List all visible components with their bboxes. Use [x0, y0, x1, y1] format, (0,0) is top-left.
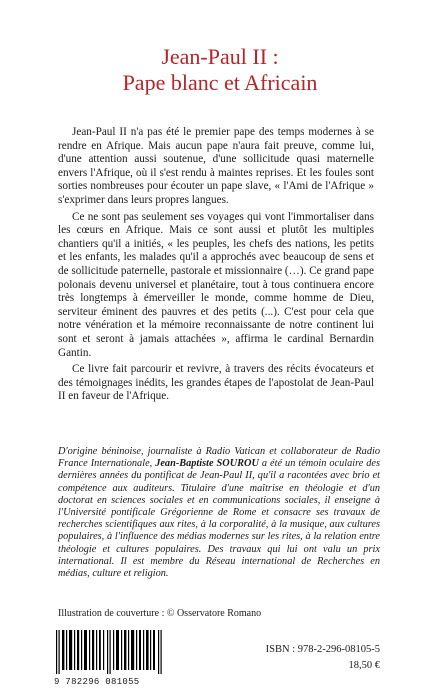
bio-rest: a été un témoin oculaire des dernières années du pontificat de Jean-Paul II, qu'il a racontées avec brio et compétence aux auditeurs. Titulaire d'une maîtrise en théologie et d'un doctorat en sciences sociales et en communications sociales, il enseigne à l'Université pontificale Grégorienne de Rome et consacre ses travaux de recherches scientifiques aux rites, à la corporalité, à la musique, aux cultures populaires, à l'influence des médias modernes sur les rites, à la relation entre théologie et cultures populaires. Des travaux qui lui ont valu un prix international. Il est membre du Réseau international de Recherches en médias, culture et religion. [58, 458, 381, 580]
back-cover-text [58, 126, 374, 407]
author-name: Jean-Baptiste SOUROU [155, 458, 259, 470]
title-line-2: Pape blanc et Africain [122, 70, 318, 95]
title-line-1: Jean-Paul II : [161, 44, 279, 69]
bio-intro: D'origine béninoise, journaliste à Radio Vatican et collaborateur de Radio France Internationale, [58, 446, 380, 470]
paragraph-1: Jean-Paul II n'a pas été le premier pape des temps modernes à se rendre en Afrique. Mais aucun pape n'aura fait preuve, comme lui, d'une attention aussi soutenue, d'une sollicitude quasi maternelle envers l'Afrique, où il s'est rendu à maintes reprises. Et les foules sont sorties nombreuses pour écouter un pape slave, « l'Ami de l'Afrique » s'exprimer dans leurs propres langues. [58, 126, 374, 206]
isbn: ISBN : 978-2-296-08105-5 [265, 644, 380, 655]
barcode [54, 630, 164, 674]
author-bio [58, 446, 380, 580]
barcode-digits: 9 782296 081055 [54, 677, 140, 687]
cover-credit: Illustration de couverture : © Osservatore Romano [58, 608, 262, 619]
paragraph-3: Ce livre fait parcourir et revivre, à travers des récits évocateurs et des témoignages inédits, les grandes étapes de l'apostolat de Jean-Paul II en faveur de l'Afrique. [58, 363, 374, 403]
price: 18,50 € [348, 660, 380, 671]
paragraph-2: Ce ne sont pas seulement ses voyages qui vont l'immortaliser dans les cœurs en Afrique. Mais ce sont aussi et plutôt les multiples chantiers qu'il a initiés, « les peuples, les chefs des nations, les petits et les enfants, les malades qu'il a approchés avec beaucoup de sens et de sollicitude paternelle, pastorale et missionnaire (…). Ce grand pape polonais devenu universel et planétaire, tout à tous continuera encore très longtemps à émerveiller le monde, comme homme de Dieu, serviteur éminent des pauvres et des petits (...). C'est pour cela que notre vénération et la mémoire reconnaissante de notre continent lui sont et seront à jamais attachées », affirma le cardinal Bernardin Gantin. [58, 210, 374, 359]
